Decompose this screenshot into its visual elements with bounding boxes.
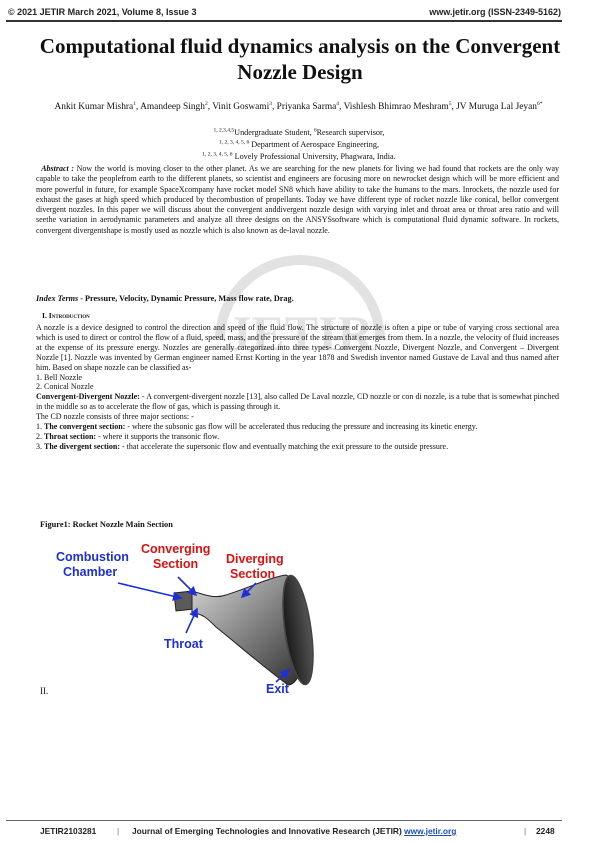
label-combustion-2: Chamber — [63, 565, 118, 579]
list-item-conical: 2. Conical Nozzle — [36, 382, 94, 392]
cd-sections-intro: The CD nozzle consists of three major sections: - — [36, 412, 194, 422]
affiliation-line-2: $^{1, 2, 3, 4, 5, 6}$ Department of Aerospace Engineering, — [218, 139, 380, 149]
author-list: Ankit Kumar Mishra$^1$, Amandeep Singh$^2$, Vinit Goswami$^3$, Priyanka Sarma$^4$, Vishlesh Bhimrao Meshram$^5$, JV Muruga Lal Jeyan$^{6*}$ — [54, 100, 543, 112]
footer-page-number: 2248 — [536, 826, 555, 836]
rocket-nozzle-figure — [46, 535, 346, 700]
author-1: Ankit Kumar Mishra — [54, 102, 134, 112]
footer-journal: Journal of Emerging Technologies and Innovative Research (JETIR) www.jetir.org — [132, 826, 457, 836]
author-5: Vishlesh Bhimrao Meshram — [343, 102, 449, 112]
paper-title: Computational fluid dynamics analysis on the Convergent Nozzle Design — [39, 34, 561, 84]
figure-caption: Figure1: Rocket Nozzle Main Section — [40, 520, 173, 529]
list-item-divergent: 3. The divergent section: - that accelerate the supersonic flow and eventually matching the exit pressure to the outside pressure. — [36, 441, 449, 451]
list-item-convergent: 1. The convergent section: - where the subsonic gas flow will be accelerated thus reducing the pressure and increasing its kinetic energy. — [36, 422, 478, 432]
header-right: www.jetir.org (ISSN-2349-5162) — [429, 7, 561, 17]
abstract — [36, 164, 559, 236]
affiliation-line-3: $^{1, 2, 3, 4, 5, 6}$ Lovely Professional University, Phagwara, India. — [202, 151, 396, 161]
label-exit: Exit — [266, 682, 289, 696]
label-converging-2: Section — [153, 557, 199, 571]
cd-nozzle-paragraph: Convergent-Divergent Nozzle: - A convergent-divergent nozzle [13], also called De Laval nozzle, CD nozzle or con di nozzle, is a tube that is somewhat pinched in the middle so as to accelerate the flow of gas, which is passing through it. — [36, 392, 559, 412]
author-2: Amandeep Singh — [140, 102, 205, 112]
footer-rule — [6, 820, 562, 821]
author-4: Priyanka Sarma — [276, 102, 337, 112]
footer-link[interactable]: www.jetir.org — [404, 826, 457, 836]
author-6: JV Muruga Lal Jeyan — [456, 102, 537, 112]
label-diverging-1: Diverging — [226, 552, 284, 566]
index-terms — [36, 293, 559, 304]
running-header — [0, 4, 595, 20]
section-heading-ii: II. — [40, 686, 49, 696]
label-throat: Throat — [164, 637, 203, 651]
list-item-bell: 1. Bell Nozzle — [36, 372, 82, 382]
affiliations — [60, 127, 538, 163]
abstract-label: Abstract : — [41, 164, 75, 173]
intro-paragraph: A nozzle is a device designed to control the direction and speed of the fluid flow. The structure of nozzle is often a pipe or tube of varying cross sectional area which is used to direct or control the flow of a fluid, speed, mass, and the pressure of the stream that emerges from them. In a nozzle, the velocity of fluid increases at the expense of its pressure energy. Nozzles are generally categorized into three types- Convergent Nozzle, Divergent Nozzle, and Convergent – Divergent Nozzle [1]. Nozzle was invented by German engineer named Ernst Korting in the year 1878 and Swedish inventor named Gustave de Laval and thus named after him. Based on shape nozzle can be classified as- — [36, 323, 559, 372]
label-diverging-2: Section — [230, 567, 276, 581]
chamber-stub — [174, 591, 194, 611]
footer-separator: | — [117, 826, 120, 836]
abstract-text: Now the world is moving closer to the other planet. As we are searching for the new planets for living we had found that rockets are the only way capable to take the peoplefrom earth to the different planets, so scientist and engineers are focusing more on newrocket design which will be more efficient and more powerful in future, for example SpaceXcompany have rocket model SN8 which have ability to take the humans to the mars. Inrockets, the nozzle used for exhaust the gases at high speed which produced by thecombustion of propellants. Today we have different type of rocket nozzle like conical, bellor convergent divergent nozzles. In this paper we will discuss about the convergent anddivergent nozzle design with varying inlet and throat area or throat area ratio and will seethe variation in aerodynamic parameters and analyze all three designs on the ANSYSsoftware which is computational fluid dynamic software. In rockets, convergent divergentshape is mostly used as nozzle which is also known as de-laval nozzle. — [36, 164, 560, 235]
section-heading-introduction: I. Introduction — [42, 311, 90, 320]
label-combustion-1: Combustion — [56, 550, 129, 564]
list-item-throat: 2. Throat section: - where it supports the transonic flow. — [36, 431, 220, 441]
footer-separator-2: | — [524, 826, 527, 836]
footer-article-id: JETIR2103281 — [40, 826, 97, 836]
label-converging-1: Converging — [141, 542, 211, 556]
index-terms-text: - Pressure, Velocity, Dynamic Pressure, Mass flow rate, Drag. — [78, 294, 294, 303]
author-3: Vinit Goswami — [212, 102, 270, 112]
watermark-text: JETIR — [226, 305, 374, 361]
affiliation-line-1: $^{1, 2,3,4,5}$Undergraduate Student, $^6$Research supervisor, — [213, 127, 385, 137]
arrow-combustion — [118, 583, 181, 598]
introduction-body — [36, 323, 559, 452]
header-rule — [6, 20, 562, 22]
index-terms-label: Index Terms — [36, 294, 79, 303]
header-left: © 2021 JETIR March 2021, Volume 8, Issue 3 — [8, 7, 197, 17]
